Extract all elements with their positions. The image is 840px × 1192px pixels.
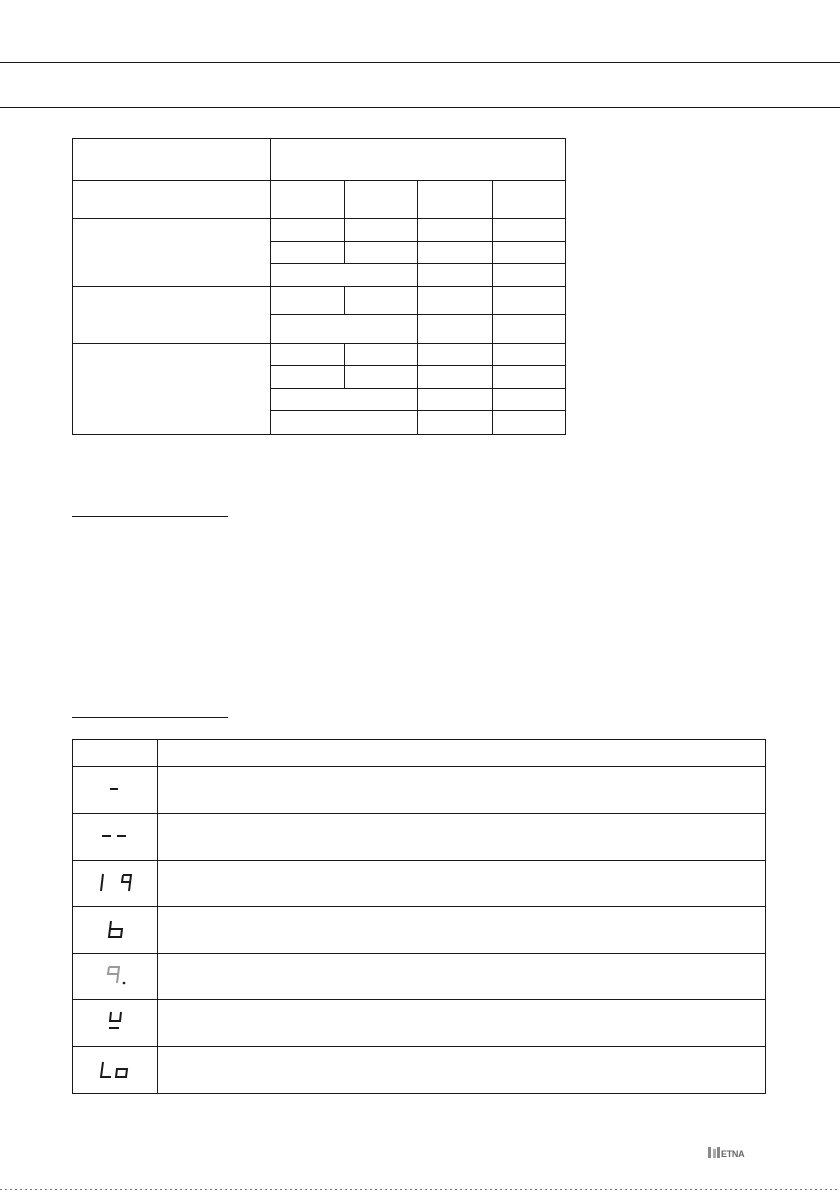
- spec-table-line: [344, 180, 345, 263]
- display-table-line: [72, 766, 766, 767]
- display-table-line: [72, 813, 766, 814]
- header-top-rule: [0, 62, 840, 63]
- display-table-line: [72, 999, 766, 1000]
- letter-u-icon: [104, 1009, 128, 1033]
- spec-table-line: [270, 314, 566, 315]
- spec-table-line: [417, 180, 418, 435]
- digit-9-dot-icon: [102, 964, 132, 988]
- etna-logo: [707, 1147, 744, 1159]
- display-table-line: [72, 953, 766, 954]
- display-table-outline: [72, 739, 766, 1094]
- dash-single-icon: [106, 783, 122, 795]
- bottom-dotted-edge: [0, 1189, 840, 1190]
- spec-table-line: [270, 241, 566, 242]
- spec-table-line: [344, 343, 345, 388]
- spec-table-line: [270, 138, 271, 435]
- letter-b-icon: [104, 918, 128, 940]
- letters-lo-icon: [96, 1059, 136, 1081]
- logo-figure-icon: [707, 1147, 721, 1158]
- spec-table-line: [270, 263, 566, 264]
- display-table-line: [72, 906, 766, 907]
- logo-text: ETNA: [721, 1149, 745, 1159]
- header-bottom-rule: [0, 107, 840, 108]
- spec-table-line: [270, 388, 566, 389]
- dash-double-icon: [99, 830, 131, 842]
- display-table-line: [72, 1046, 766, 1047]
- display-table-line: [72, 860, 766, 861]
- spec-table-line: [344, 286, 345, 314]
- section-heading-underline: [72, 717, 228, 718]
- spec-table-line: [270, 410, 566, 411]
- digits-1-9-icon: [94, 872, 138, 894]
- display-table-line: [157, 739, 158, 1094]
- spec-table-line: [492, 180, 493, 435]
- spec-table-line: [270, 365, 566, 366]
- section-heading-underline: [72, 516, 228, 517]
